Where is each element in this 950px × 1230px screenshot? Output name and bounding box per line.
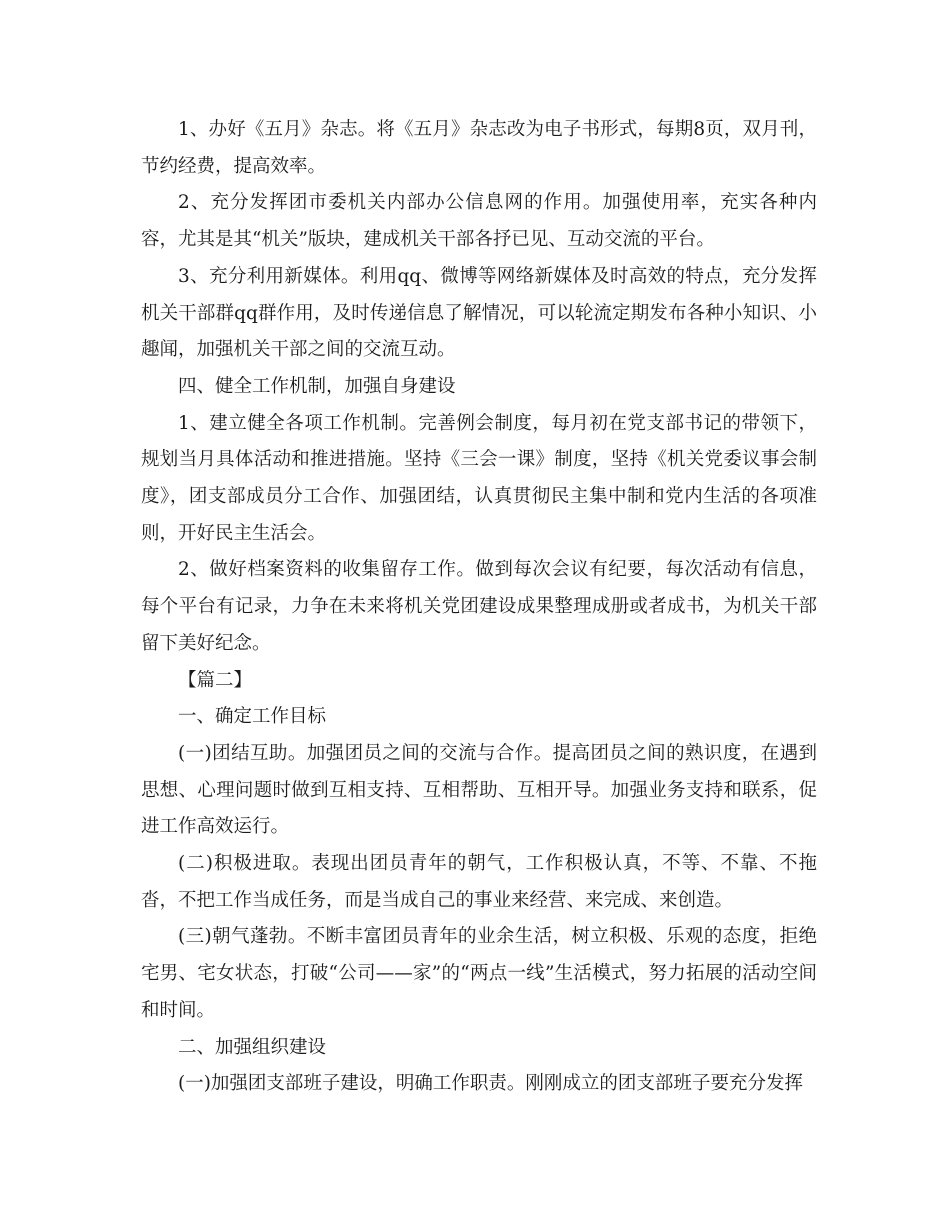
part-two-heading: 【篇二】 [178, 669, 253, 691]
paragraph-unity: (一)团结互助。加强团员之间的交流与合作。提高团员之间的熟识度，在遇到思想、心理问题时做到互相支持、互相帮助、互相开导。加强业务支持和联系，促进工作高效运行。 [141, 742, 817, 838]
section-heading-4: 四、健全工作机制，加强自身建设 [178, 375, 456, 397]
paragraph-2: 2、充分发挥团市委机关内部办公信息网的作用。加强使用率，充实各种内容，尤其是其“机关”版块，建成机关干部各抒已见、互动交流的平台。 [141, 192, 817, 251]
section-heading-2: 二、加强组织建设 [178, 1036, 327, 1058]
paragraph-1: 1、办好《五月》杂志。将《五月》杂志改为电子书形式，每期8页，双月刊，节约经费，提高效率。 [141, 119, 817, 177]
document-body [141, 112, 817, 1103]
paragraph-5: 1、建立健全各项工作机制。完善例会制度，每月初在党支部书记的带领下，规划当月具体活动和推进措施。坚持《三会一课》制度，坚持《机关党委议事会制度》，团支部成员分工合作、加强团结，认真贯彻民主集中制和党内生活的各项准则，开好民主生活会。 [141, 412, 817, 544]
section-heading-1: 一、确定工作目标 [178, 706, 327, 728]
paragraph-6: 2、做好档案资料的收集留存工作。做到每次会议有纪要，每次活动有信息，每个平台有记录，力争在未来将机关党团建设成果整理成册或者成书，为机关干部留下美好纪念。 [141, 559, 817, 654]
paragraph-progress: (二)积极进取。表现出团员青年的朝气，工作积极认真，不等、不靠、不拖沓，不把工作当成任务，而是当成自己的事业来经营、来完成、来创造。 [141, 853, 817, 911]
paragraph-3: 3、充分利用新媒体。利用qq、微博等网络新媒体及时高效的特点，充分发挥机关干部群qq群作用，及时传递信息了解情况，可以轮流定期发布各种小知识、小趣闻，加强机关干部之间的交流互动。 [141, 265, 817, 361]
paragraph-vigor: (三)朝气蓬勃。不断丰富团员青年的业余生活，树立积极、乐观的态度，拒绝宅男、宅女状态，打破“公司——家”的“两点一线”生活模式，努力拓展的活动空间和时间。 [141, 926, 817, 1021]
paragraph-branch-building: (一)加强团支部班子建设，明确工作职责。刚刚成立的团支部班子要充分发挥 [178, 1073, 803, 1095]
